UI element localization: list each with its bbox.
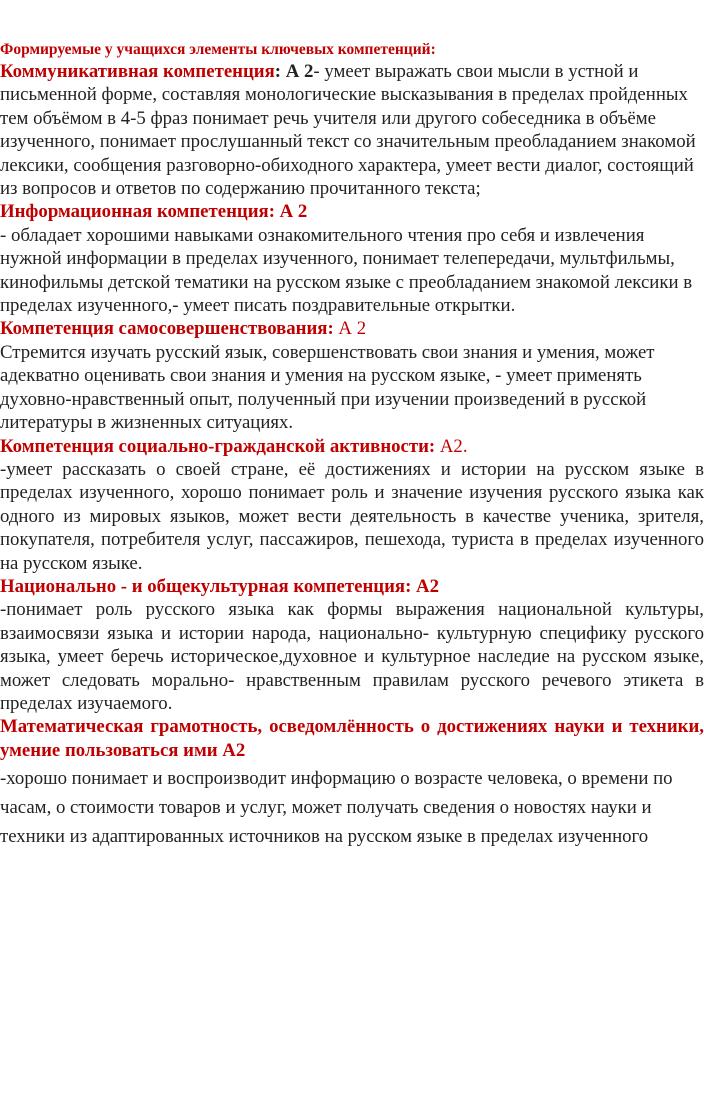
section-math-literacy [0,715,704,762]
section-heading: Компетенция социально-гражданской активности: [0,435,436,457]
section-body: -понимает роль русского языка как формы выражения национальной культуры, взаимосвязи языка и истории народа, национально- культурную специфику русского языка, умеет беречь историческое,духовное и культурное наследие на русском языке, может следовать морально- нравственным правилам русского речевого этикета в пределах изучаемого. [0,599,704,714]
section-heading: Математическая грамотность, осведомлённость о достижениях науки и техники, умение пользоваться ими А2 [0,716,704,761]
heading-colon: : [274,61,282,82]
section-body: - обладает хорошими навыками ознакомительного чтения про себя и извлечения нужной информации в пределах изученного, понимает телепередачи, мультфильмы, кинофильмы детской тематики на русском языке с преобладанием знакомой лексики в пределах изученного,- умеет писать поздравительные открытки. [0,224,693,317]
section-body: Стремится изучать русский язык, совершенствовать свои знания и умения, может адекватно оценивать свои знания и умения на русском языке, - умеет применять духовно-нравственный опыт, полученный при изучении произведений в русской литературы в жизненных ситуациях. [0,341,655,434]
section-informational [0,200,704,317]
section-heading: Информационная компетенция: А 2 [0,201,308,223]
section-heading: Коммуникативная компетенция [0,61,275,82]
section-math-literacy-body [0,764,704,851]
section-self-improvement [0,317,704,434]
section-body: -умеет рассказать о своей стране, её достижениях и истории на русском языке в пределах изученного, хорошо понимает роль и значение изучения русского языка как одного из мировых языков, может вести деятельность в качестве ученика, зрителя, покупателя, потребителя услуг, пассажиров, пешехода, туриста в пределах изученного на русском языке. [0,458,704,574]
section-heading: Компетенция самосовершенствования: [0,318,334,340]
section-civic-activity [0,435,704,575]
section-body: - умеет выражать свои мысли в устной и письменной форме, составляя монологические высказывания в пределах пройденных тем объёмом в 4-5 фраз понимает речь учителя или другого собеседника в объёме изученного, понимает прослушанный текст со значительным преобладанием знакомой лексики, сообщения разговорно-обиходного характера, умеет вести диалог, состоящий из вопросов и ответов по содержанию прочитанного текста; [0,61,696,200]
document-page [0,40,704,851]
section-body: -хорошо понимает и воспроизводит информацию о возрасте человека, о времени по часам, о стоимости товаров и услуг, может получать сведения о новостях науки и техники из адаптированных источников на русском языке в пределах изученного [0,768,673,848]
page-title: Формируемые у учащихся элементы ключевых компетенций: [0,41,436,58]
level-badge: А 2 [281,61,314,82]
level-badge: А2. [435,435,468,457]
section-cultural [0,575,704,715]
level-badge: А 2 [333,318,367,340]
section-communicative [0,60,704,200]
section-heading: Национально - и общекультурная компетенция: А2 [0,575,439,597]
